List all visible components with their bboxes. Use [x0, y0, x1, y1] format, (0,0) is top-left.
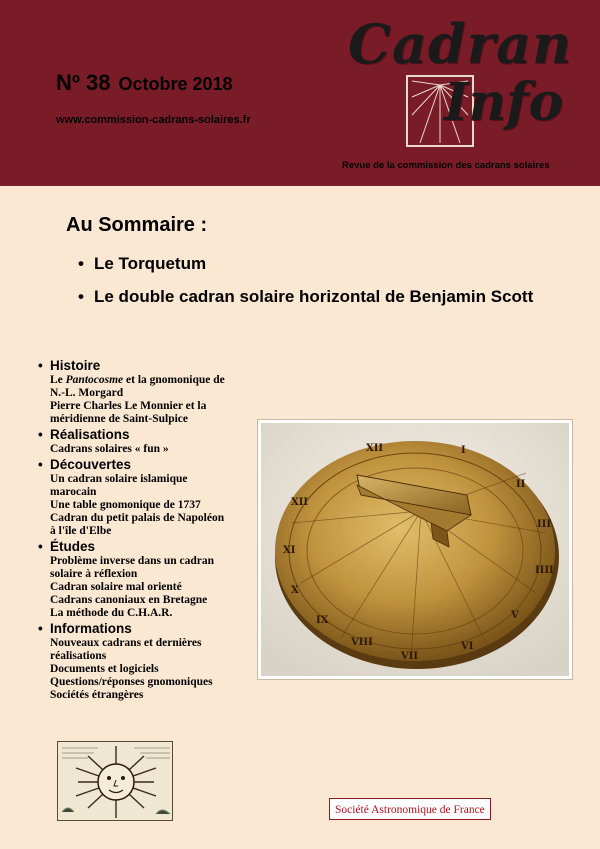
toc-item: solaire à réflexion — [50, 568, 138, 580]
sommaire-title: Au Sommaire : — [66, 214, 208, 236]
toc-item: Problème inverse dans un cadran — [50, 555, 214, 567]
toc-heading: • Découvertes — [38, 457, 132, 472]
svg-text:II: II — [516, 479, 526, 490]
svg-text:XI: XI — [283, 545, 296, 556]
svg-text:IIII: IIII — [535, 565, 554, 576]
issue-line — [56, 70, 233, 96]
bullet-icon: • — [38, 427, 43, 442]
publisher-name: Société Astronomique de France — [335, 804, 485, 816]
toc-section-informations — [38, 621, 258, 702]
toc-item: Documents et logiciels — [50, 663, 159, 675]
toc-heading: • Histoire — [38, 358, 101, 373]
issue-number: Nº 38 — [56, 70, 111, 95]
featured-item — [78, 287, 533, 307]
header-band — [0, 0, 600, 186]
svg-text:XII: XII — [291, 497, 309, 508]
sundial-photo — [257, 419, 573, 680]
sun-woodcut-thumbnail — [57, 741, 173, 821]
tagline: Revue de la commission des cadrans solaires — [342, 160, 550, 171]
toc-section-realisations — [38, 427, 258, 456]
brass-sundial-image — [261, 423, 569, 676]
bullet-icon: • — [78, 254, 84, 273]
bullet-icon: • — [38, 358, 43, 373]
toc-item: Sociétés étrangères — [50, 689, 144, 701]
svg-text:VI: VI — [461, 641, 474, 652]
toc-item: Cadran du petit palais de Napoléon — [50, 512, 225, 524]
bullet-icon: • — [38, 539, 43, 554]
toc-item: marocain — [50, 486, 97, 498]
svg-text:VII: VII — [401, 651, 419, 662]
svg-text:III: III — [537, 519, 552, 530]
svg-text:VIII: VIII — [351, 637, 373, 648]
svg-text:X: X — [291, 585, 299, 596]
sun-face-image — [58, 742, 173, 821]
toc-item: Nouveaux cadrans et dernières — [50, 637, 202, 649]
toc-item: Le Pantocosme et la gnomonique de — [50, 374, 225, 386]
bullet-icon: • — [38, 457, 43, 472]
logo-word-cadran: Cadran — [348, 12, 573, 76]
issue-date: Octobre 2018 — [118, 74, 233, 94]
cadran-info-logo — [340, 12, 600, 157]
toc-item: Une table gnomonique de 1737 — [50, 499, 201, 511]
toc-item: Questions/réponses gnomoniques — [50, 676, 213, 688]
toc-heading: • Études — [38, 539, 96, 554]
toc-section-etudes — [38, 539, 258, 620]
toc-item: Cadrans canoniaux en Bretagne — [50, 594, 208, 606]
website-link[interactable]: www.commission-cadrans-solaires.fr — [56, 114, 251, 126]
featured-item-text: Le Torquetum — [94, 254, 207, 273]
bullet-icon: • — [78, 287, 84, 306]
table-of-contents — [38, 358, 258, 703]
toc-item: à l'île d'Elbe — [50, 525, 112, 537]
logo-word-info: Info — [444, 72, 564, 133]
featured-item — [78, 254, 206, 274]
toc-item: La méthode du C.H.A.R. — [50, 607, 173, 619]
toc-item: réalisations — [50, 650, 107, 662]
toc-heading: • Réalisations — [38, 427, 130, 442]
publisher-badge — [329, 798, 491, 820]
svg-text:IX: IX — [316, 615, 329, 626]
svg-text:I: I — [461, 445, 466, 456]
toc-item: N.-L. Morgard — [50, 387, 124, 399]
toc-item: Cadrans solaires « fun » — [50, 443, 169, 455]
svg-text:XII: XII — [366, 443, 384, 454]
bullet-icon: • — [38, 621, 43, 636]
toc-section-decouvertes — [38, 457, 258, 538]
toc-section-histoire — [38, 358, 258, 426]
toc-item: Un cadran solaire islamique — [50, 473, 188, 485]
toc-item: méridienne de Saint-Sulpice — [50, 413, 189, 425]
toc-heading: • Informations — [38, 621, 132, 636]
toc-item: Cadran solaire mal orienté — [50, 581, 182, 593]
toc-item: Pierre Charles Le Monnier et la — [50, 400, 207, 412]
featured-item-text: Le double cadran solaire horizontal de Benjamin Scott — [94, 287, 534, 306]
svg-text:V: V — [511, 610, 519, 621]
